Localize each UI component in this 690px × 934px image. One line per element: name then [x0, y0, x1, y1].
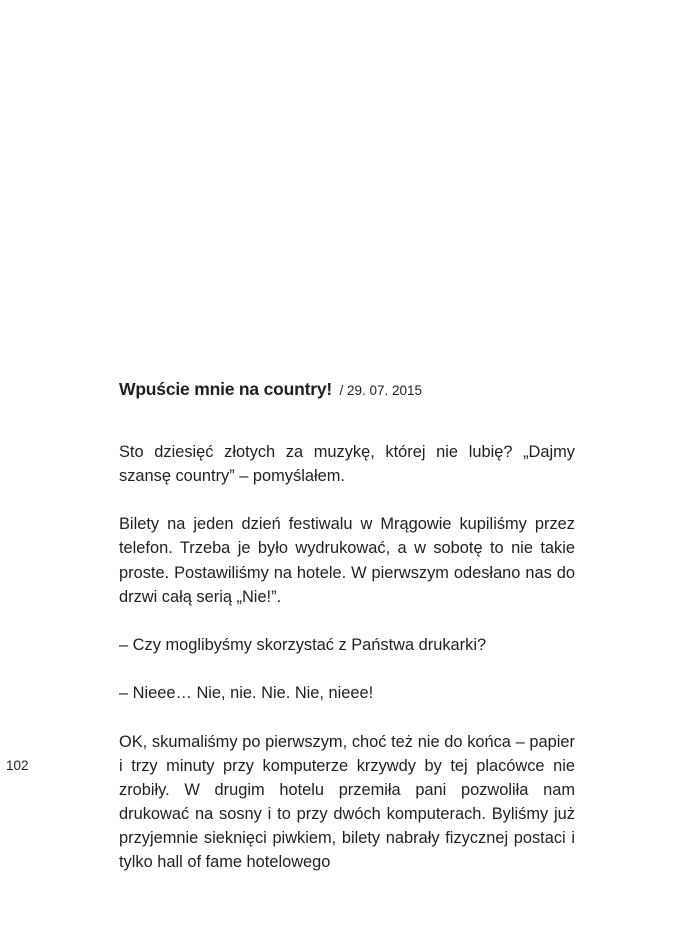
body-text	[119, 440, 575, 874]
page-number: 102	[6, 758, 29, 773]
paragraph: Sto dziesięć złotych za muzykę, której nie lubię? „Dajmy szansę country” – pomyślałem.	[119, 443, 575, 486]
chapter-heading	[119, 376, 422, 404]
paragraph: – Czy moglibyśmy skorzystać z Państwa drukarki?	[119, 635, 487, 654]
paragraph: Bilety na jeden dzień festiwalu w Mrągowie kupiliśmy przez telefon. Trzeba je było wydrukować, a w sobotę to nie takie proste. Postawiliśmy na hotele. W pierwszym odesłano nas do drzwi całą serią „Nie!”.	[119, 515, 575, 606]
chapter-date: / 29. 07. 2015	[339, 383, 423, 398]
paragraph: OK, skumaliśmy po pierwszym, choć też nie do końca – papier i trzy minuty przy komputerze krzywdy by tej placówce nie zrobiły. W drugim hotelu przemiła pani pozwoliła nam drukować na sosny i to przy dwóch komputerach. Byliśmy już przyjemnie sieknięci piwkiem, bilety nabrały fizycznej postaci i tylko hall of fame hotelowego	[119, 732, 575, 871]
paragraph: – Nieee… Nie, nie. Nie. Nie, nieee!	[119, 684, 374, 703]
chapter-title: Wpuście mnie na country!	[119, 379, 333, 399]
